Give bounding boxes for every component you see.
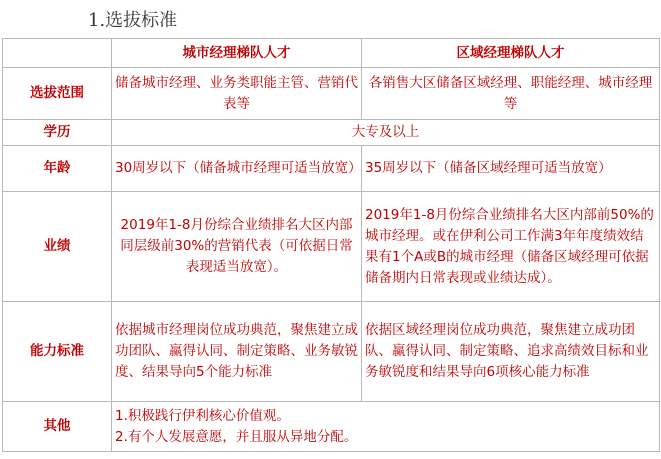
selection-criteria-table	[2, 38, 660, 452]
table-row-performance	[3, 192, 660, 302]
cell-scope-city: 储备城市经理、业务类职能主管、营销代表等	[112, 68, 362, 120]
table-row-other	[3, 402, 660, 452]
row-label-performance: 业绩	[3, 192, 112, 302]
header-regional-manager: 区域经理梯队人才	[362, 39, 660, 68]
other-line-1: 1.积极践行伊利核心价值观。	[115, 407, 290, 424]
cell-age-city: 30周岁以下（储备城市经理可适当放宽）	[112, 146, 362, 192]
table-row-scope	[3, 68, 660, 120]
cell-education-merged: 大专及以上	[112, 120, 660, 146]
other-line-2: 2.有个人发展意愿，并且服从异地分配。	[115, 428, 358, 445]
cell-age-region: 35周岁以下（储备区域经理可适当放宽）	[362, 146, 660, 192]
cell-performance-region: 2019年1-8月份综合业绩排名大区内部前50%的城市经理。或在伊利公司工作满3年年度绩效结果有1个A或B的城市经理（储备区域经理可依据储备期内日常表现或业绩达成）。	[362, 192, 660, 302]
cell-performance-city: 2019年1-8月份综合业绩排名大区内部同层级前30%的营销代表（可依据日常表现适当放宽）。	[112, 192, 362, 302]
cell-other-merged	[112, 402, 660, 452]
row-label-scope: 选拔范围	[3, 68, 112, 120]
row-label-competency: 能力标准	[3, 302, 112, 402]
cell-competency-region: 依据区域经理岗位成功典范，聚焦建立成功团队、赢得认同、制定策略、追求高绩效目标和业务敏锐度和结果导向6项核心能力标准	[362, 302, 660, 402]
row-label-age: 年龄	[3, 146, 112, 192]
table-row-education	[3, 120, 660, 146]
table-header-row	[3, 39, 660, 68]
cell-scope-region: 各销售大区储备区域经理、职能经理、城市经理等	[362, 68, 660, 120]
corner-cell	[3, 39, 112, 68]
table-row-competency	[3, 302, 660, 402]
cell-competency-city: 依据城市经理岗位成功典范，聚焦建立成功团队、赢得认同、制定策略、业务敏锐度、结果导向5个能力标准	[112, 302, 362, 402]
row-label-education: 学历	[3, 120, 112, 146]
row-label-other: 其他	[3, 402, 112, 452]
header-city-manager: 城市经理梯队人才	[112, 39, 362, 68]
table-row-age	[3, 146, 660, 192]
section-heading: 1.选拔标准	[88, 10, 178, 31]
